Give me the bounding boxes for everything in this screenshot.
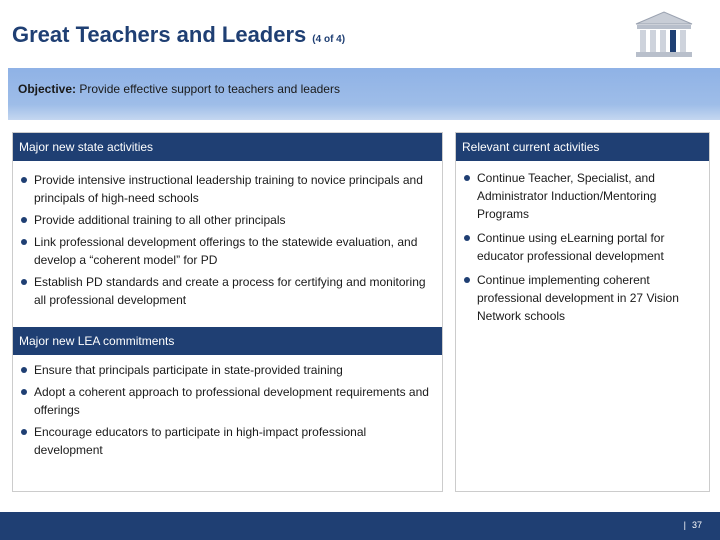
bullet-icon: [21, 217, 27, 223]
title-main: Great Teachers and Leaders: [12, 22, 307, 47]
lea-commitments-list: [19, 361, 437, 463]
bullet-icon: [464, 235, 470, 241]
list-item-text: Continue implementing coherent professional development in 27 Vision Network schools: [477, 273, 679, 323]
current-activities-list: [462, 169, 702, 329]
objective-text: Provide effective support to teachers and leaders: [79, 82, 340, 96]
bullet-icon: [21, 367, 27, 373]
page-number-value: 37: [691, 520, 702, 530]
list-item-text: Provide additional training to all other principals: [34, 213, 286, 227]
objective-banner: [8, 68, 720, 120]
list-item-text: Adopt a coherent approach to professional development requirements and offerings: [34, 385, 429, 417]
list-item-text: Provide intensive instructional leadership training to novice principals and principals of high-need schools: [34, 173, 423, 205]
bullet-icon: [464, 175, 470, 181]
bullet-icon: [21, 177, 27, 183]
title-part-indicator: (4 of 4): [312, 34, 346, 45]
objective-label: Objective:: [18, 82, 77, 96]
list-item: [19, 361, 437, 379]
footer-bar: [0, 512, 720, 540]
bullet-icon: [21, 429, 27, 435]
right-panel: [455, 132, 710, 492]
current-activities-header: Relevant current activities: [456, 133, 709, 161]
list-item: [19, 383, 437, 419]
list-item: [19, 423, 437, 459]
state-activities-header: Major new state activities: [13, 133, 442, 161]
page-number: [684, 520, 702, 530]
list-item: [19, 273, 437, 309]
lea-commitments-header: Major new LEA commitments: [13, 327, 442, 355]
list-item: [19, 233, 437, 269]
list-item: [462, 271, 702, 325]
bullet-icon: [21, 389, 27, 395]
list-item: [19, 171, 437, 207]
bullet-icon: [464, 277, 470, 283]
page-separator: |: [683, 520, 686, 530]
list-item: [462, 229, 702, 265]
list-item-text: Establish PD standards and create a process for certifying and monitoring all professional development: [34, 275, 426, 307]
page-title: [12, 22, 345, 48]
list-item-text: Link professional development offerings to the statewide evaluation, and develop a “coherent model” for PD: [34, 235, 418, 267]
state-activities-list: [19, 171, 437, 313]
list-item: [462, 169, 702, 223]
bullet-icon: [21, 279, 27, 285]
bullet-icon: [21, 239, 27, 245]
building-icon: [632, 8, 696, 60]
list-item-text: Ensure that principals participate in state-provided training: [34, 363, 343, 377]
left-panel: [12, 132, 443, 492]
list-item-text: Continue Teacher, Specialist, and Administrator Induction/Mentoring Programs: [477, 171, 657, 221]
list-item-text: Encourage educators to participate in high-impact professional development: [34, 425, 367, 457]
list-item: [19, 211, 437, 229]
list-item-text: Continue using eLearning portal for educator professional development: [477, 231, 665, 263]
